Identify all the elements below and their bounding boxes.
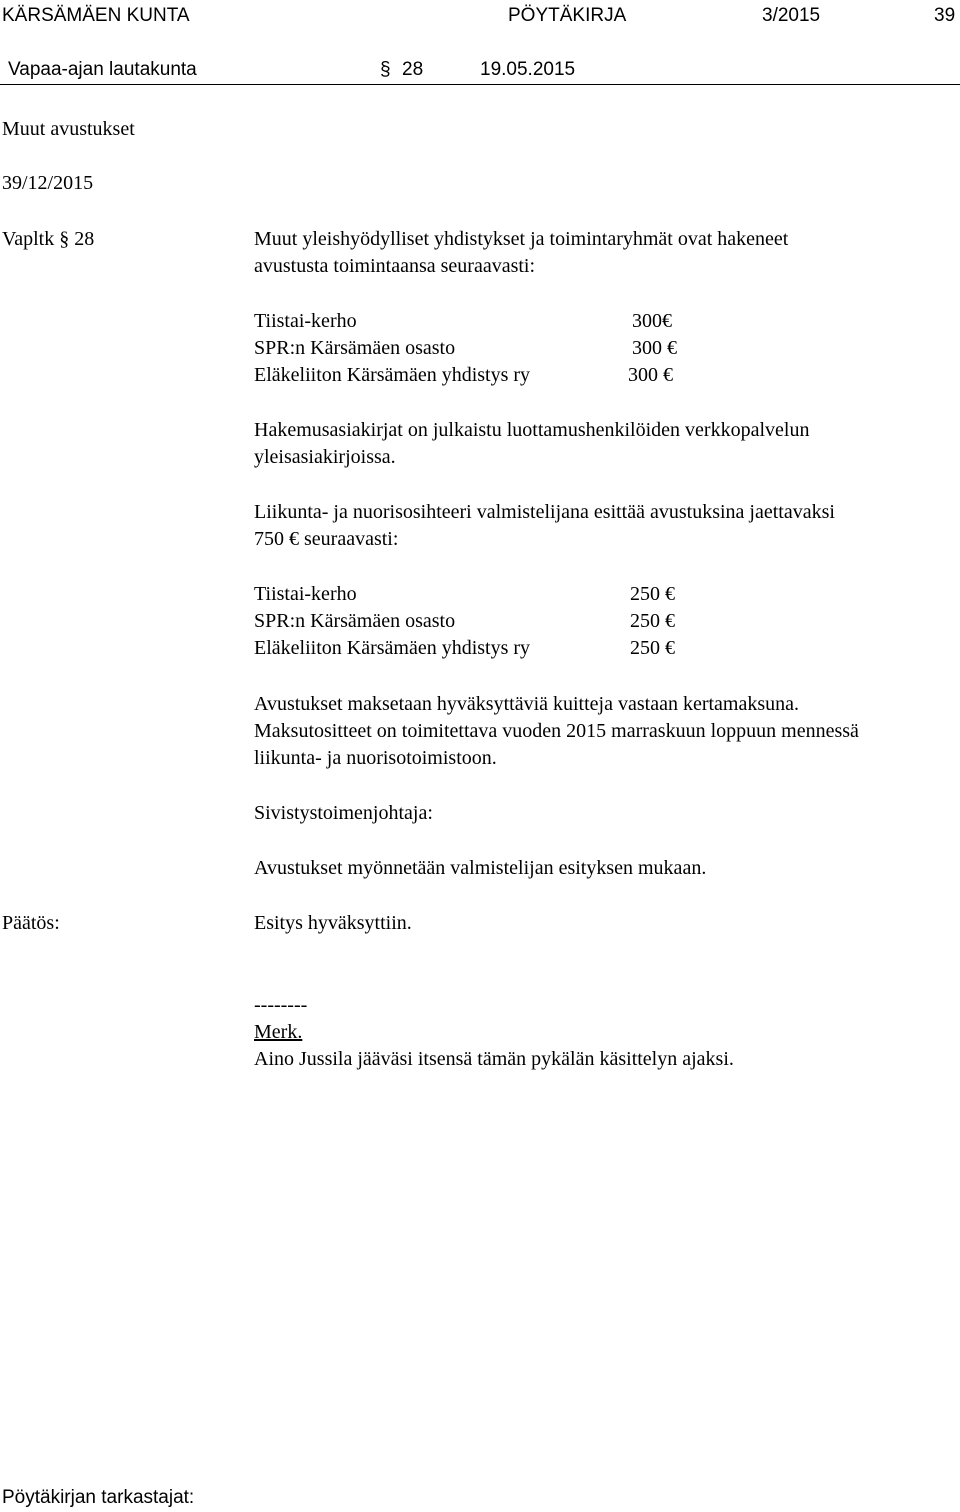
list-item: Eläkeliiton Kärsämäen yhdistys ry <box>254 364 531 386</box>
document-type: PÖYTÄKIRJA <box>508 5 627 26</box>
list-item: Tiistai-kerho <box>254 310 357 332</box>
proposal-line-1: Liikunta- ja nuorisosihteeri valmistelijana esittää avustuksina jaettavaksi <box>254 501 835 523</box>
section-number: 28 <box>402 59 424 80</box>
decision-text: Esitys hyväksyttiin. <box>254 912 412 934</box>
director-proposal: Avustukset myönnetään valmistelijan esityksen mukaan. <box>254 857 707 879</box>
list-item-amount: 300 € <box>632 337 677 359</box>
list-item: Tiistai-kerho <box>254 583 357 605</box>
list-item-amount: 300 € <box>628 364 673 386</box>
list-item-amount: 300€ <box>632 310 672 332</box>
note-separator: -------- <box>254 994 308 1016</box>
board-section-symbol: § <box>59 228 70 250</box>
list-item: SPR:n Kärsämäen osasto <box>254 337 456 359</box>
matter-reference: 39/12/2015 <box>2 172 94 194</box>
list-item-amount: 250 € <box>630 610 675 632</box>
proposal-line-2: 750 € seuraavasti: <box>254 528 399 550</box>
payment-line-3: liikunta- ja nuorisotoimistoon. <box>254 747 497 769</box>
board-name: Vapaa-ajan lautakunta <box>8 59 197 80</box>
page-number: 39 <box>934 5 956 26</box>
section-symbol: § <box>380 59 391 80</box>
intro-line-1: Muut yleishyödylliset yhdistykset ja toimintaryhmät ovat hakeneet <box>254 228 789 250</box>
list-item: SPR:n Kärsämäen osasto <box>254 610 456 632</box>
director-label: Sivistystoimenjohtaja: <box>254 802 433 824</box>
payment-line-1: Avustukset maksetaan hyväksyttäviä kuitteja vastaan kertamaksuna. <box>254 693 800 715</box>
list-item: Eläkeliiton Kärsämäen yhdistys ry <box>254 637 531 659</box>
matter-title: Muut avustukset <box>2 118 135 140</box>
board-section-marker <box>2 226 94 253</box>
payment-line-2: Maksutositteet on toimitettava vuoden 2015 marraskuun loppuun mennessä <box>254 720 859 742</box>
document-number: 3/2015 <box>762 5 821 26</box>
meeting-date: 19.05.2015 <box>480 59 576 80</box>
documents-line-2: yleisasiakirjoissa. <box>254 446 396 468</box>
decision-label: Päätös: <box>2 912 60 934</box>
municipality-name: KÄRSÄMÄEN KUNTA <box>2 5 190 26</box>
intro-line-2: avustusta toimintaansa seuraavasti: <box>254 255 536 277</box>
reviewers-label: Pöytäkirjan tarkastajat: <box>2 1487 195 1508</box>
list-item-amount: 250 € <box>630 637 675 659</box>
board-section-number: 28 <box>74 228 95 250</box>
grants-list <box>254 581 734 662</box>
header-divider <box>0 84 960 85</box>
applications-list <box>254 308 734 389</box>
note-text: Aino Jussila jääväsi itsensä tämän pykälän käsittelyn ajaksi. <box>254 1048 734 1070</box>
documents-line-1: Hakemusasiakirjat on julkaistu luottamushenkilöiden verkkopalvelun <box>254 419 810 441</box>
board-abbrev: Vapltk <box>2 228 55 250</box>
list-item-amount: 250 € <box>630 583 675 605</box>
note-label: Merk. <box>254 1021 303 1043</box>
